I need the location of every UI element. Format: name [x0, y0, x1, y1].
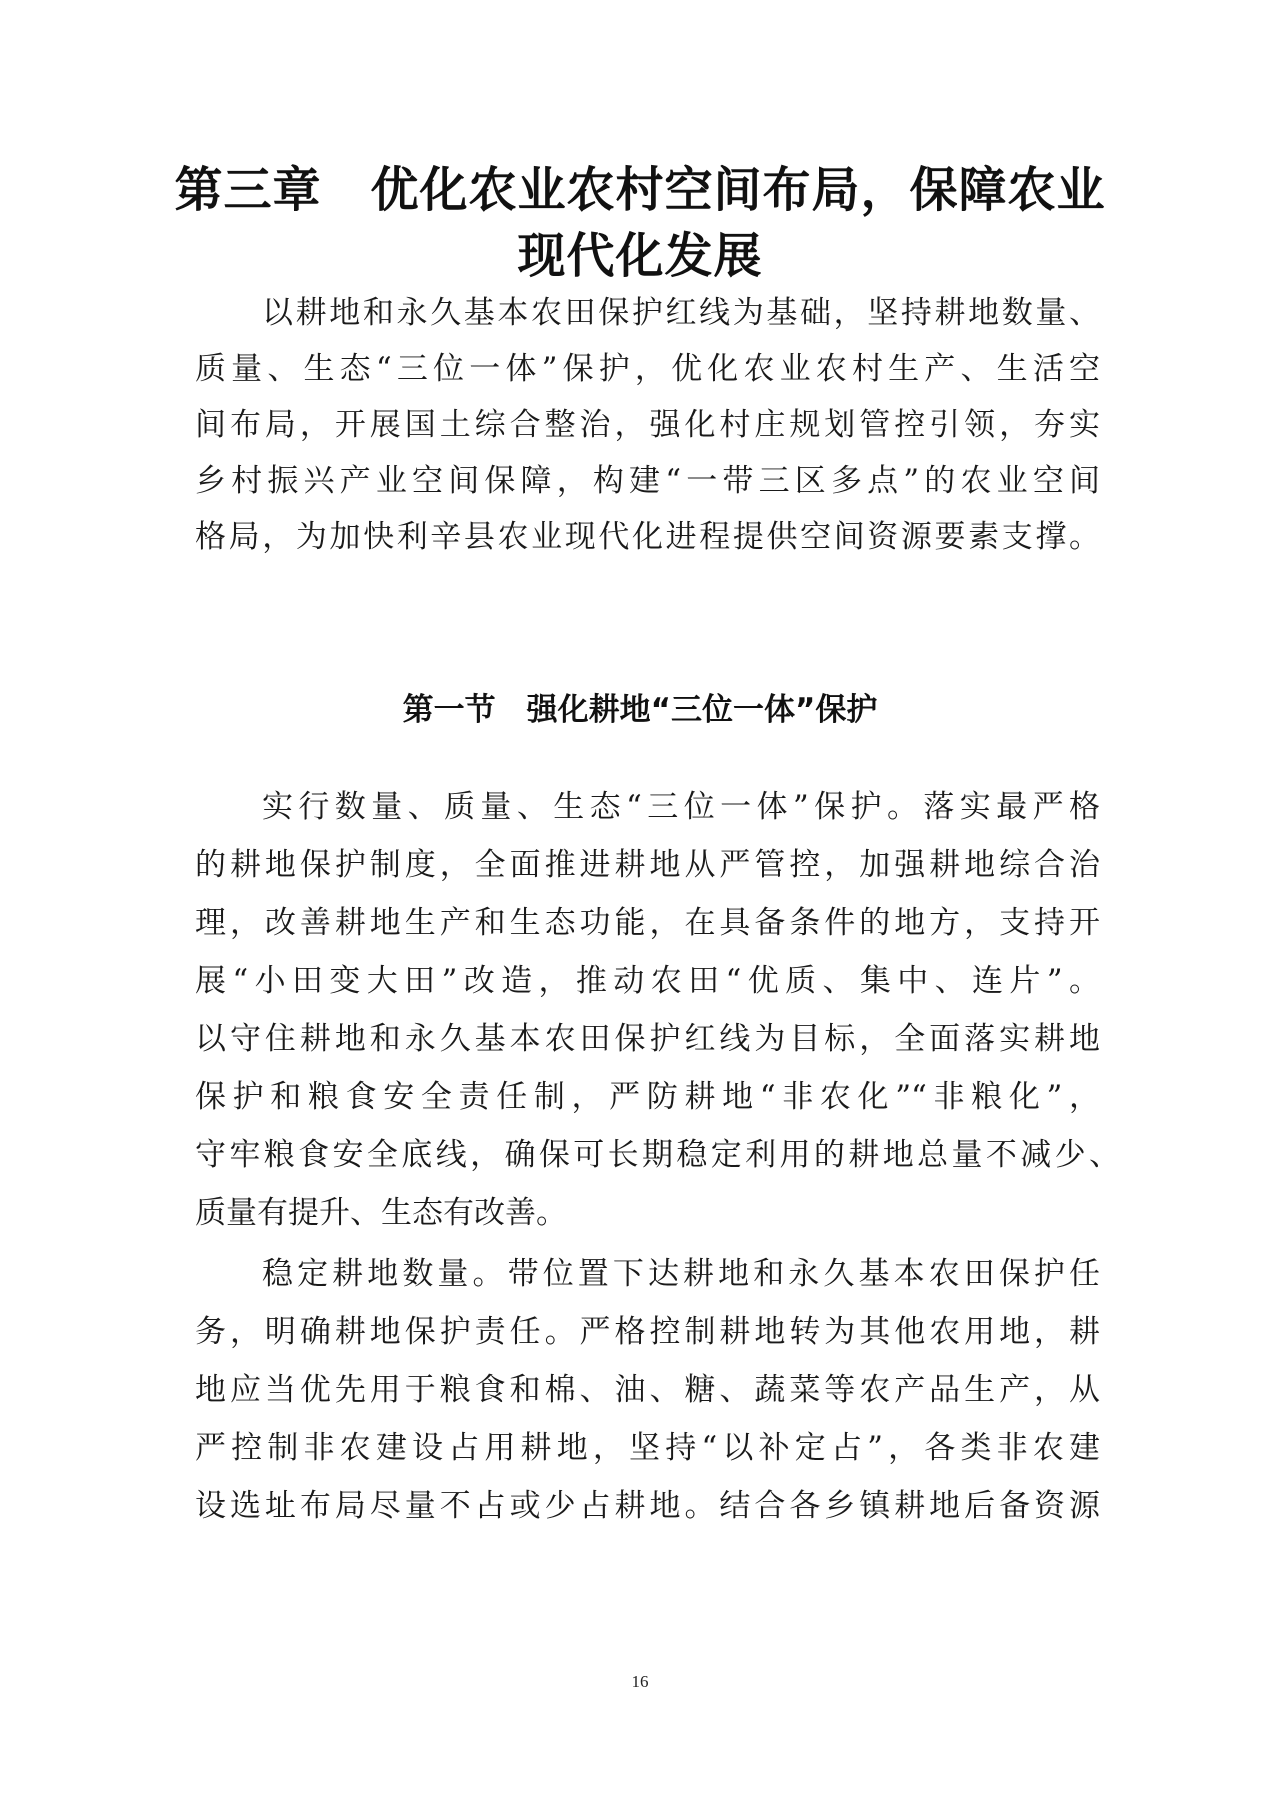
paragraph-1-line-3: 理，改善耕地生产和生态功能，在具备条件的地方，支持开 [195, 905, 1100, 941]
paragraph-2-line-4: 严控制非农建设占用耕地，坚持“以补定占”，各类非农建 [195, 1430, 1100, 1466]
intro-line-3: 间布局，开展国土综合整治，强化村庄规划管控引领，夯实 [195, 407, 1100, 443]
paragraph-2-line-1: 稳定耕地数量。带位置下达耕地和永久基本农田保护任 [262, 1256, 1100, 1292]
intro-line-5: 格局，为加快利辛县农业现代化进程提供空间资源要素支撑。 [195, 519, 1100, 555]
paragraph-1-line-2: 的耕地保护制度，全面推进耕地从严管控，加强耕地综合治 [195, 847, 1100, 883]
intro-line-2: 质量、生态“三位一体”保护，优化农业农村生产、生活空 [195, 351, 1100, 387]
paragraph-1-line-4: 展“小田变大田”改造，推动农田“优质、集中、连片”。 [195, 963, 1100, 999]
paragraph-1-line-8: 质量有提升、生态有改善。 [195, 1195, 567, 1231]
paragraph-1-line-5: 以守住耕地和永久基本农田保护红线为目标，全面落实耕地 [195, 1021, 1100, 1057]
chapter-title-line-1: 第三章 优化农业农村空间布局，保障农业 [174, 162, 1106, 218]
chapter-title-line-2: 现代化发展 [517, 228, 763, 284]
paragraph-2-line-5: 设选址布局尽量不占或少占耕地。结合各乡镇耕地后备资源 [195, 1488, 1100, 1524]
paragraph-1-line-6: 保护和粮食安全责任制，严防耕地“非农化”“非粮化”， [195, 1079, 1100, 1115]
paragraph-2-line-2: 务，明确耕地保护责任。严格控制耕地转为其他农用地，耕 [195, 1314, 1100, 1350]
paragraph-1-line-1: 实行数量、质量、生态“三位一体”保护。落实最严格 [262, 789, 1100, 825]
paragraph-2-line-3: 地应当优先用于粮食和棉、油、糖、蔬菜等农产品生产，从 [195, 1372, 1100, 1408]
section-title: 第一节 强化耕地“三位一体”保护 [402, 692, 878, 728]
intro-line-4: 乡村振兴产业空间保障，构建“一带三区多点”的农业空间 [195, 463, 1100, 499]
paragraph-1-line-7: 守牢粮食安全底线，确保可长期稳定利用的耕地总量不减少、 [195, 1137, 1120, 1173]
intro-line-1: 以耕地和永久基本农田保护红线为基础，坚持耕地数量、 [262, 295, 1100, 331]
page-number: 16 [631, 1672, 649, 1691]
